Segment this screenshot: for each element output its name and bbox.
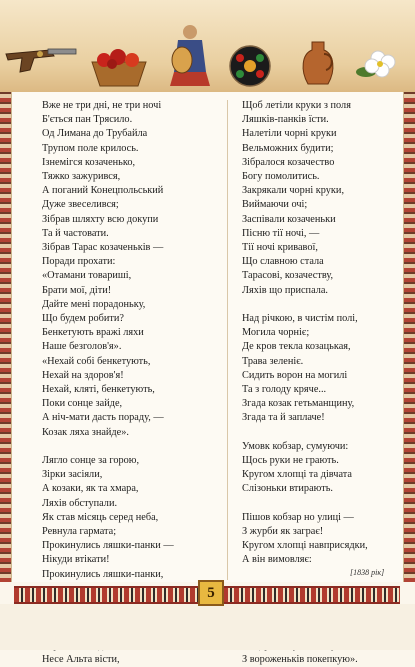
poem-line: А ніч-мати дасть пораду, — — [42, 412, 164, 424]
poem-line: Поки сонце зайде, — [42, 398, 123, 410]
poem-line: Козак ляха знайде». — [42, 426, 129, 438]
poem-line: Зібрав шляхту всю докупи — [42, 213, 159, 225]
flintlock-pistol-icon — [4, 40, 78, 76]
poem-line: Ізнемігся козаченько, — [42, 156, 136, 168]
poem-line: Що будем робити? — [42, 313, 124, 325]
stanza — [242, 440, 402, 497]
poem-line: Щоб летіли круки з поля — [242, 100, 351, 111]
apple-basket-icon — [88, 48, 150, 88]
poem-line: Несе Альта вісти, — [42, 653, 120, 665]
poem-line: Пісню тії ночі, — — [242, 227, 320, 239]
poem-line: Б'ється пан Трясило. — [42, 114, 133, 126]
top-banner — [0, 0, 415, 95]
poem-line: Богу помолитись. — [242, 171, 320, 183]
poem-line: Кругом хлопці та дівчата — [242, 469, 352, 481]
poem-line: Тяжко зажурився, — [42, 171, 121, 183]
poem-line: Кругом хлопці навприсядки, — [242, 540, 368, 552]
poem-line: Закрякали чорні круки, — [242, 185, 345, 197]
poem-line: Де кров текла козацькая, — [242, 341, 351, 353]
poem-line: Нікуди втікати! — [42, 554, 110, 566]
date-note: [1838 рік] — [350, 568, 385, 577]
poem-line: Лягло сонце за горою, — [42, 455, 140, 467]
poem-line: Сидить ворон на могилі — [242, 369, 348, 381]
poem-line: Умовк кобзар, сумуючи: — [242, 440, 349, 452]
poem-line: Як став місяць серед неба, — [42, 511, 159, 523]
poem-line: З вороженьків покепкую». — [242, 653, 358, 665]
poem-line: Тарасові, козачеству, — [242, 270, 334, 282]
stanza — [242, 312, 402, 426]
poem-line: Могила чорніє; — [242, 327, 310, 339]
poem-line: Дуже звеселився; — [42, 199, 119, 211]
poem-line: Та з голоду кряче... — [242, 384, 327, 396]
poem-line: Од Лимана до Трубайла — [42, 128, 148, 140]
poem-line: А козаки, як та хмара, — [42, 483, 139, 495]
poem-line: А він вимовляє: — [242, 554, 312, 566]
poem-line: Згада козак гетьманщину, — [242, 398, 355, 410]
poem-line: «Нехай собі бенкетують, — [42, 355, 151, 367]
poem-line: Ляхів обступали. — [42, 497, 118, 509]
poem-line: Вельможних будити; — [242, 142, 334, 154]
poem-line: Трава зеленіє. — [242, 355, 304, 367]
poem-line: Слізоньки втирають. — [242, 483, 333, 495]
poem-line: Трупом поле крилось. — [42, 142, 139, 154]
poem-line: Вже не три дні, не три ночі — [42, 100, 162, 111]
painted-plate-icon — [228, 44, 272, 88]
poem-line: Тії ночі кривавої, — [242, 242, 318, 254]
poem-line: Брати мої, діти! — [42, 284, 112, 296]
poem-line: Згада та й заплаче! — [242, 412, 325, 424]
poem-line: Бенкетують вражі ляхи — [42, 327, 144, 339]
poem-line: Над річкою, в чистім полі, — [242, 313, 358, 325]
poem-line: Виймаючи очі; — [242, 199, 308, 211]
poem-line: Ляшків-панків їсти. — [242, 114, 329, 126]
poem-line: Дайте мені порадоньку, — [42, 298, 146, 310]
poem-line: Заспівали козаченьки — [242, 213, 336, 225]
column-divider — [227, 100, 228, 580]
poem-line: Налетіли чорні круки — [242, 128, 337, 140]
kobzar-musician-icon — [160, 22, 220, 88]
poem-line: Наше безголов'я». — [42, 341, 122, 353]
clay-jug-icon — [298, 40, 338, 90]
poem-line: Та й частовати. — [42, 227, 109, 239]
poem-line: Щось руки не грають. — [242, 455, 339, 467]
poem-line: Зібралося козачество — [242, 156, 335, 168]
poem-line: «Отамани товариші, — [42, 270, 132, 282]
poem-line: Зібрав Тарас козаченьків — — [42, 242, 164, 254]
page-number: 5 — [198, 580, 224, 606]
bottom-texture — [0, 604, 415, 650]
poem-line: Пішов кобзар но улиці — — [242, 511, 354, 523]
stanza — [42, 99, 222, 440]
poem-line: Нехай, кляті, бенкетують, — [42, 384, 155, 396]
poem-line: А поганий Конецпольський — [42, 185, 164, 197]
ornament-border-left — [0, 92, 11, 632]
poem-line: Зірки засіяли, — [42, 469, 103, 481]
stanza — [242, 511, 402, 568]
poem-line: Ляхів що приспала. — [242, 284, 329, 296]
poem-line: Поради прохати: — [42, 256, 116, 268]
poem-line: Прокинулись ляшки-панки, — [42, 568, 164, 580]
poem-line: Що славною стала — [242, 256, 324, 268]
poem-line: Нехай на здоров'я! — [42, 369, 124, 381]
poem-line: Прокинулись ляшки-панки — — [42, 540, 174, 552]
poem-line: Ревнула гармата; — [42, 526, 117, 538]
white-flower-icon — [352, 42, 404, 86]
poem-line: З журби як заграє! — [242, 526, 324, 538]
stanza — [242, 99, 402, 298]
